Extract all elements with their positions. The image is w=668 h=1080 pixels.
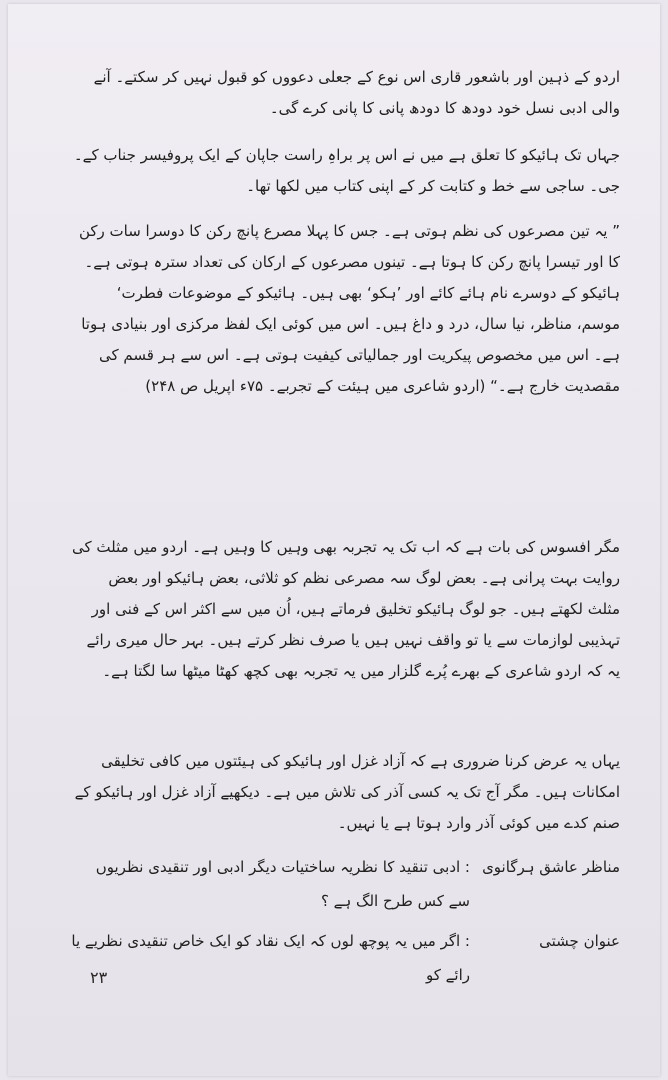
paragraph-5: یہاں یہ عرض کرنا ضروری ہے کہ آزاد غزل اور ہائیکو کی ہیئتوں میں کافی تخلیقی امکانات ہیں۔ مگر آج تک یہ کسی آذر کی تلاش میں ہے۔ دیکھیے آزاد غزل اور ہائیکو کے صنم کدے میں کوئی آذر وارد ہوتا ہے یا نہیں۔ (74, 752, 620, 832)
document-page (8, 4, 660, 1076)
question-text: : ادبی تنقید کا نظریہ ساختیات دیگر ادبی اور تنقیدی نظریوں سے کس طرح الگ ہے ؟ (95, 858, 470, 910)
speaker-name: عنوان چشتی (539, 932, 620, 950)
speaker-name: مناظر عاشق ہرگانوی (482, 858, 620, 876)
page-number: ۲۳ (90, 968, 108, 987)
question-text: : اگر میں یہ پوچھ لوں کہ ایک نقاد کو ایک خاص تنقیدی نظریے یا رائے کو (71, 932, 470, 984)
paragraph-4: مگر افسوس کی بات ہے کہ اب تک یہ تجربہ بھی وہیں کا وہیں ہے۔ اردو میں مثلث کی روایت بہت پرانی ہے۔ بعض لوگ سہ مصرعی نظم کو ثلاثی، بعض ہائیکو اور بعض مثلث لکھتے ہیں۔ جو لوگ ہائیکو تخلیق فرماتے ہیں، اُن میں سے اکثر اس کے فنی اور تہذیبی لوازمات سے یا تو واقف نہیں ہیں یا صرف نظر کرتے ہیں۔ بہر حال میری رائے یہ کہ اردو شاعری کے بھرے پُرے گلزار میں یہ تجربہ بھی کچھ کھٹا میٹھا سا لگتا ہے۔ (71, 538, 620, 680)
paragraph-1: اردو کے ذہین اور باشعور قاری اس نوع کے جعلی دعووں کو قبول نہیں کر سکتے۔ آنے والی ادبی نسل خود دودھ کا دودھ پانی کا پانی کرے گی۔ (93, 68, 620, 117)
paragraph-2: جہاں تک ہائیکو کا تعلق ہے میں نے اس پر براہِ راست جاپان کے ایک پروفیسر جناب کے۔ جی۔ ساجی سے خط و کتابت کر کے اپنی کتاب میں لکھا تھا۔ (73, 146, 620, 195)
block-quote: ” یہ تین مصرعوں کی نظم ہوتی ہے۔ جس کا پہلا مصرع پانچ رکن کا دوسرا سات رکن کا اور تیسرا پانچ رکن کا ہوتا ہے۔ تینوں مصرعوں کے ارکان کی تعداد سترہ ہوتی ہے۔ ہائیکو کے دوسرے نام ہائے کائے اور ’ہکو‘ بھی ہیں۔ ہائیکو کے موضوعات فطرت‘ موسم، مناظر، نیا سال، درد و داغ ہیں۔ اس میں کوئی ایک لفظ مرکزی اور بنیادی ہوتا ہے۔ اس میں مخصوص پیکریت اور جمالیاتی کیفیت ہوتی ہے۔ اس سے ہر قسم کی مقصدیت خارج ہے۔“ (اردو شاعری میں ہیئت کے تجربے۔ ۷۵ء اپریل ص ۲۴۸) (78, 222, 620, 395)
